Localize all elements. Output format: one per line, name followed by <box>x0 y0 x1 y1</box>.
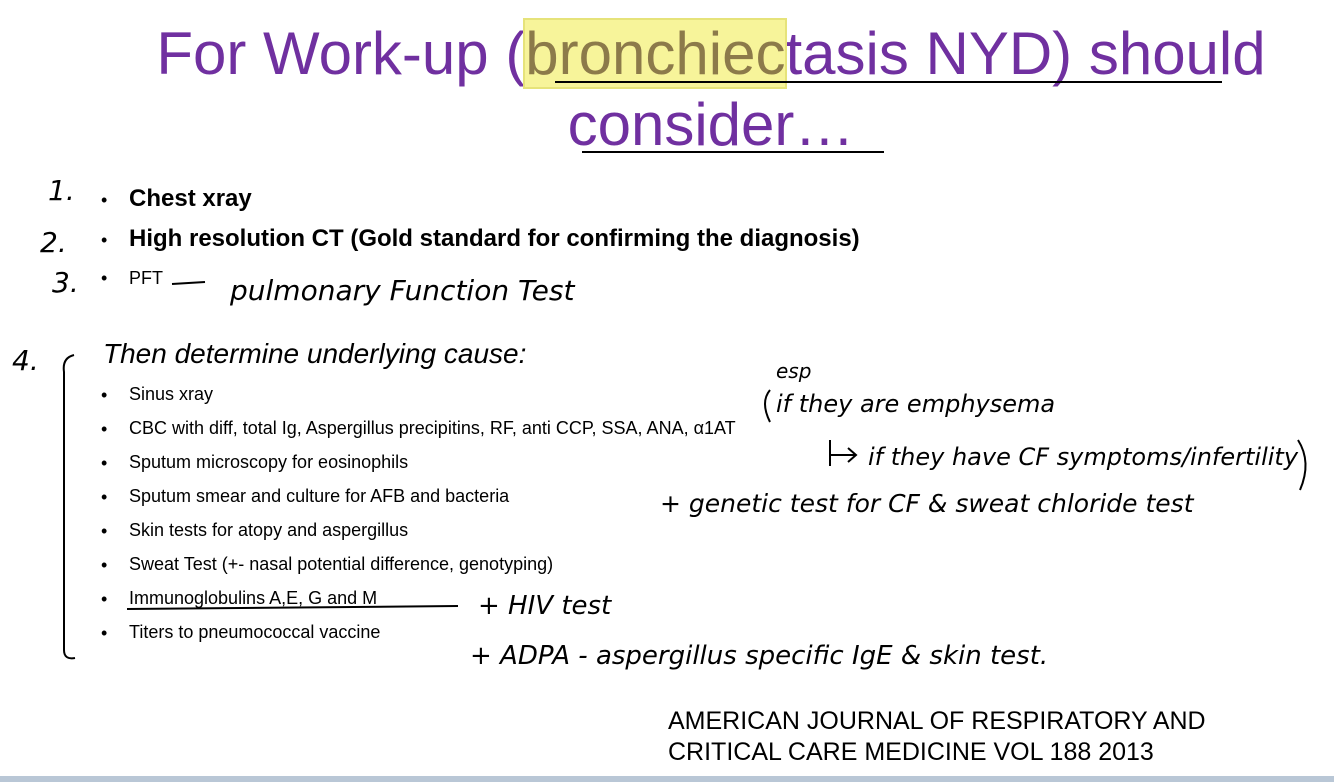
cause-item: CBC with diff, total Ig, Aspergillus precipitins, RF, anti CCP, SSA, ANA, α1AT <box>129 418 736 438</box>
cause-item: Sputum smear and culture for AFB and bacteria <box>129 486 510 506</box>
bullet-dot: • <box>101 521 108 541</box>
hw-adpa: + ADPA - aspergillus specific IgE & skin test. <box>470 641 1049 671</box>
cause-item: Skin tests for atopy and aspergillus <box>129 520 409 540</box>
title-line-2 <box>44 90 1334 160</box>
pft-dash <box>172 282 205 284</box>
hw-number-1: 1. <box>48 174 75 207</box>
bullet-dot: • <box>101 453 108 473</box>
hw-hiv-test: + HIV test <box>478 591 612 621</box>
bullet-dot: • <box>101 623 108 643</box>
journal-reference <box>668 706 1206 768</box>
bullet-dot: • <box>101 385 108 405</box>
test-item-hrct: High resolution CT (Gold standard for confirming the diagnosis) <box>129 225 860 252</box>
cause-item: Immunoglobulins A,E, G and M <box>129 588 378 608</box>
bullet-dot: • <box>101 419 108 439</box>
bullet-dot: • <box>101 487 108 507</box>
hw-cf-symptoms: if they have CF symptoms/infertility <box>868 443 1299 471</box>
test-item-chest-xray: Chest xray <box>129 185 252 212</box>
title-suffix: tasis NYD) should <box>785 20 1266 87</box>
bottom-rule <box>0 776 1334 782</box>
hw-number-4: 4. <box>12 344 39 377</box>
hw-paren-close <box>1298 440 1306 490</box>
hw-genetic-test: + genetic test for CF & sweat chloride test <box>660 489 1194 518</box>
left-bracket <box>64 355 75 658</box>
title-line-1 <box>44 19 1334 89</box>
cause-item: Sputum microscopy for eosinophils <box>129 452 409 472</box>
hw-pft-note: pulmonary Function Test <box>230 274 575 307</box>
cause-heading: Then determine underlying cause: <box>103 338 527 369</box>
cause-item: Sweat Test (+- nasal potential difference, genotyping) <box>129 554 554 574</box>
highlighted-text: bronchiec <box>525 20 786 87</box>
cause-item: Titers to pneumococcal vaccine <box>129 622 381 642</box>
hw-emphysema: if they are emphysema <box>776 390 1056 418</box>
bullet-dot: • <box>101 190 108 210</box>
bullet-dot: • <box>101 230 108 250</box>
hw-arrow <box>830 440 856 466</box>
hw-paren-open <box>765 390 770 422</box>
bullet-dot: • <box>101 589 108 609</box>
reference-line-2: CRITICAL CARE MEDICINE VOL 188 2013 <box>668 738 1154 766</box>
hw-number-2: 2. <box>40 226 67 259</box>
bullet-dot: • <box>101 555 108 575</box>
bullet-dot: • <box>101 268 108 288</box>
hw-number-3: 3. <box>52 266 79 299</box>
reference-line-1: AMERICAN JOURNAL OF RESPIRATORY AND <box>668 707 1206 735</box>
cause-item: Sinus xray <box>129 384 214 404</box>
test-item-pft: PFT <box>129 268 163 288</box>
title-prefix: For Work-up ( <box>156 20 526 87</box>
hw-esp: esp <box>776 359 812 383</box>
title-line2-text: consider… <box>567 91 855 158</box>
